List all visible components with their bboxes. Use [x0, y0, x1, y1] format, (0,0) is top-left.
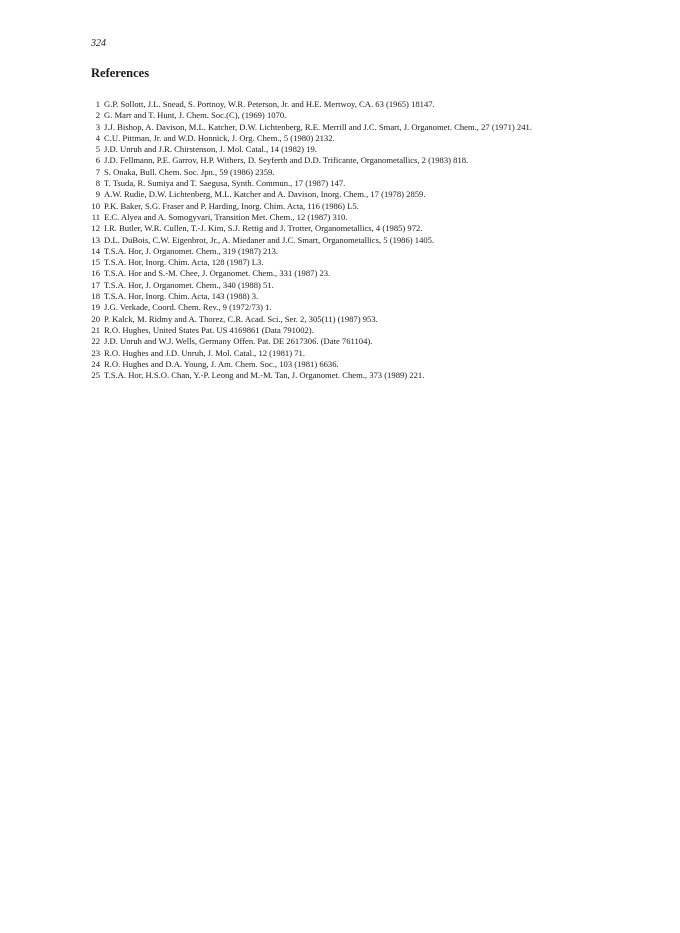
reference-number: 20: [91, 313, 100, 324]
reference-number: 17: [91, 279, 100, 290]
reference-number: 25: [91, 370, 100, 381]
reference-text: T.S.A. Hor and S.-M. Chee, J. Organomet. Chem., 331 (1987) 23.: [104, 268, 331, 279]
reference-item: [91, 122, 591, 133]
reference-text: C.U. Pittman, Jr. and W.D. Honnick, J. Org. Chem., 5 (1980) 2132.: [104, 132, 335, 143]
reference-text: T.S.A. Hor, Inorg. Chim. Acta, 128 (1987) L3.: [104, 257, 264, 268]
reference-number: 13: [91, 234, 100, 245]
references-heading: References: [91, 66, 150, 80]
reference-item: [91, 348, 591, 359]
reference-number: 5: [95, 144, 100, 155]
reference-item: [91, 246, 591, 257]
reference-text: R.O. Hughes and D.A. Young, J. Am. Chem. Soc., 103 (1981) 6636.: [104, 358, 339, 369]
reference-number: 4: [95, 132, 100, 143]
reference-number: 14: [91, 245, 100, 256]
reference-item: [91, 302, 591, 313]
reference-number: 3: [95, 121, 100, 132]
reference-number: 7: [95, 166, 100, 177]
reference-number: 2: [95, 110, 100, 121]
reference-number: 1: [95, 99, 100, 109]
reference-text: D.L. DuBois, C.W. Eigenbrot, Jr., A. Miedaner and J.C. Smart, Organometallics, 5 (1986) 1405.: [104, 234, 435, 245]
reference-number: 22: [91, 336, 100, 347]
reference-text: T.S.A. Hor, J. Organomet. Chem., 319 (1987) 213.: [104, 245, 279, 256]
reference-text: J.J. Bishop, A. Davison, M.L. Katcher, D.W. Lichtenberg, R.E. Merrill and J.C. Smart, J. Organomet. Chem., 27 (1971) 241.: [104, 121, 532, 132]
reference-item: [91, 325, 591, 336]
reference-item: [91, 257, 591, 268]
reference-item: [91, 110, 591, 121]
reference-item: [91, 133, 591, 144]
reference-number: 16: [91, 268, 100, 279]
reference-number: 19: [91, 302, 100, 313]
reference-text: G. Marr and T. Hunt, J. Chem. Soc.(C), (1969) 1070.: [104, 110, 287, 121]
reference-item: [91, 280, 591, 291]
reference-item: [91, 99, 591, 110]
reference-number: 15: [91, 257, 100, 268]
reference-number: 12: [91, 223, 100, 234]
page-number: 324: [91, 38, 106, 49]
reference-item: [91, 268, 591, 279]
reference-text: P.K. Baker, S.G. Fraser and P. Harding, Inorg. Chim. Acta, 116 (1986) L5.: [104, 200, 359, 211]
reference-text: A.W. Rudie, D.W. Lichtenberg, M.L. Katcher and A. Davison, Inorg. Chem., 17 (1978) 2859.: [104, 189, 426, 200]
reference-item: [91, 155, 591, 166]
reference-item: [91, 336, 591, 347]
reference-text: T. Tsuda, R. Sumiya and T. Saegusa, Synth. Commun., 17 (1987) 147.: [104, 178, 346, 189]
reference-item: [91, 223, 591, 234]
reference-number: 9: [95, 189, 100, 200]
reference-number: 6: [95, 155, 100, 166]
reference-text: T.S.A. Hor, J. Organomet. Chem., 340 (1988) 51.: [104, 279, 274, 290]
reference-item: [91, 167, 591, 178]
reference-text: R.O. Hughes and J.D. Unruh, J. Mol. Catal., 12 (1981) 71.: [104, 347, 305, 358]
reference-text: S. Onaka, Bull. Chem. Soc. Jpn., 59 (1986) 2359.: [104, 166, 275, 177]
reference-item: [91, 359, 591, 370]
reference-number: 8: [95, 178, 100, 189]
reference-text: J.D. Fellmann, P.E. Garrov, H.P. Withers, D. Seyferth and D.D. Trificante, Organometallics, 2 (1983) 818.: [104, 155, 469, 166]
reference-item: [91, 144, 591, 155]
reference-text: T.S.A. Hor, H.S.O. Chan, Y.-P. Leong and M.-M. Tan, J. Organomet. Chem., 373 (1989) 221.: [104, 370, 425, 381]
reference-text: J.D. Unruh and W.J. Wells, Germany Offen. Pat. DE 2617306. (Date 761104).: [104, 336, 373, 347]
reference-text: P. Kalck, M. Ridmy and A. Thorez, C.R. Acad. Sci., Ser. 2, 305(11) (1987) 953.: [104, 313, 378, 324]
reference-item: [91, 291, 591, 302]
reference-number: 24: [91, 358, 100, 369]
reference-text: G.P. Sollott, J.L. Snead, S. Portnoy, W.R. Peterson, Jr. and H.E. Mertwoy, CA. 63 (1965) 18147.: [104, 99, 435, 109]
reference-item: [91, 235, 591, 246]
reference-text: J.D. Unruh and J.R. Chirstenson, J. Mol. Catal., 14 (1982) 19.: [104, 144, 317, 155]
reference-number: 10: [91, 200, 100, 211]
reference-list: [91, 99, 591, 381]
reference-item: [91, 212, 591, 223]
reference-item: [91, 178, 591, 189]
reference-number: 23: [91, 347, 100, 358]
reference-item: [91, 370, 591, 381]
reference-text: J.G. Verkade, Coord. Chem. Rev., 9 (1972/73) 1.: [104, 302, 272, 313]
reference-text: T.S.A. Hor, Inorg. Chim. Acta, 143 (1988) 3.: [104, 291, 259, 302]
reference-number: 18: [91, 291, 100, 302]
reference-number: 11: [91, 211, 100, 222]
reference-text: E.C. Alyea and A. Somogyvari, Transition Met. Chem., 12 (1987) 310.: [104, 211, 348, 222]
reference-text: I.R. Butler, W.R. Cullen, T.-J. Kim, S.J. Rettig and J. Trotter, Organometallics, 4 (1985) 972.: [104, 223, 423, 234]
reference-item: [91, 189, 591, 200]
reference-text: R.O. Hughes, United States Pat. US 4169861 (Data 791002).: [104, 324, 314, 335]
reference-item: [91, 314, 591, 325]
reference-number: 21: [91, 324, 100, 335]
reference-item: [91, 201, 591, 212]
